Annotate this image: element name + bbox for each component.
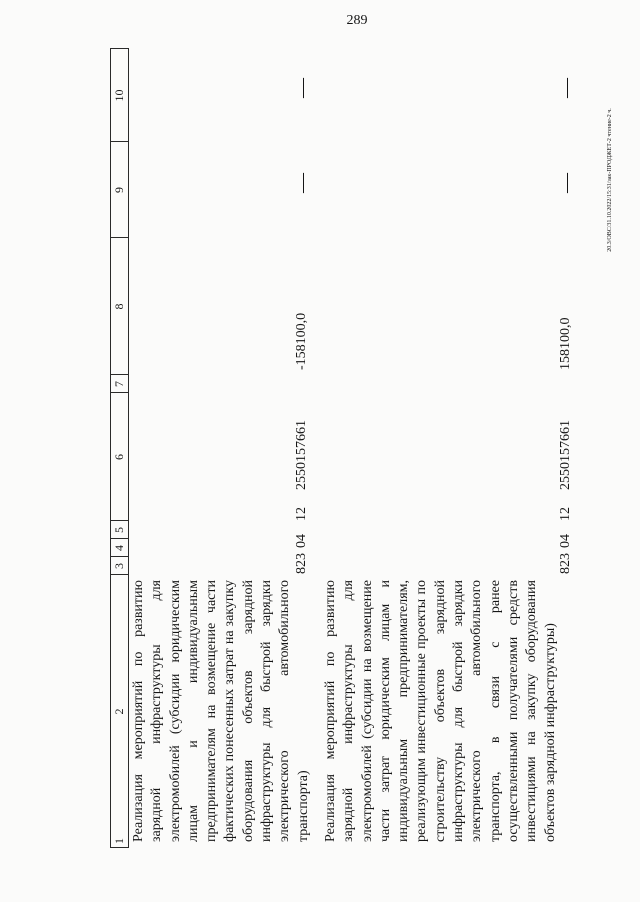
row-1-col-4: 04 xyxy=(294,534,309,548)
row-2-col-6: 2550157661 xyxy=(558,420,573,490)
table-rotated-content xyxy=(110,48,580,848)
row-1-col-5: 12 xyxy=(294,507,309,521)
row-2-col-8: 158100,0 xyxy=(558,317,573,370)
header-col-8: 8 xyxy=(112,303,126,310)
side-stamp-text: 20.3/ОВС/31.10.2022/15:31/зак-ПРОДЖЕТ-2 чтение-2 ч. xyxy=(607,107,613,252)
header-col-7: 7 xyxy=(112,381,126,387)
budget-table xyxy=(110,48,580,848)
row-1-col-10: — xyxy=(291,78,313,98)
header-col-3: 3 xyxy=(112,563,126,569)
row-1-description: Реализация мероприятий по развитию зарядной инфраструктуры для электромобилей (субсидии юридическим лицам и индивидуальным предпринимателям на возмещение части фактических понесенных затрат на закупку оборудования объектов зарядной инфраструктуры для быстрой зарядки электрического автомобильного транспорта) xyxy=(131,580,311,842)
header-col-5: 5 xyxy=(112,527,126,533)
row-2-col-9: — xyxy=(555,173,577,193)
header-col-2: 2 xyxy=(112,708,126,715)
row-2-description: Реализация мероприятий по развитию зарядной инфраструктуры для электромобилей (субсидии на возмещение части затрат юридическим лицам и индивидуальным предпринимателям, реализующим инвестиционные проекты по строительству объектов зарядной инфраструктуры для быстрой зарядки электрического автомобильного транспорта, в связи с ранее осуществленными получателями средств инвестициями на закупку оборудования объектов зарядной инфраструктуры) xyxy=(323,580,558,842)
row-2-col-10: — xyxy=(555,78,577,98)
header-col-9: 9 xyxy=(112,187,126,193)
header-col-1: 1 xyxy=(112,838,126,844)
header-bottom-border xyxy=(128,48,129,848)
row-1-col-8: -158100,0 xyxy=(294,312,309,370)
row-1-col-9: — xyxy=(291,173,313,193)
page-number: 289 xyxy=(346,13,368,28)
row-1-col-3: 823 xyxy=(294,553,309,574)
row-1-col-6: 2550157661 xyxy=(294,420,309,490)
header-col-4: 4 xyxy=(112,545,126,551)
row-2-col-3: 823 xyxy=(558,553,573,574)
side-stamp xyxy=(602,102,618,257)
row-2-col-5: 12 xyxy=(558,507,573,521)
header-col-6: 6 xyxy=(112,454,126,460)
row-2-col-4: 04 xyxy=(558,534,573,548)
header-col-10: 10 xyxy=(112,89,126,102)
